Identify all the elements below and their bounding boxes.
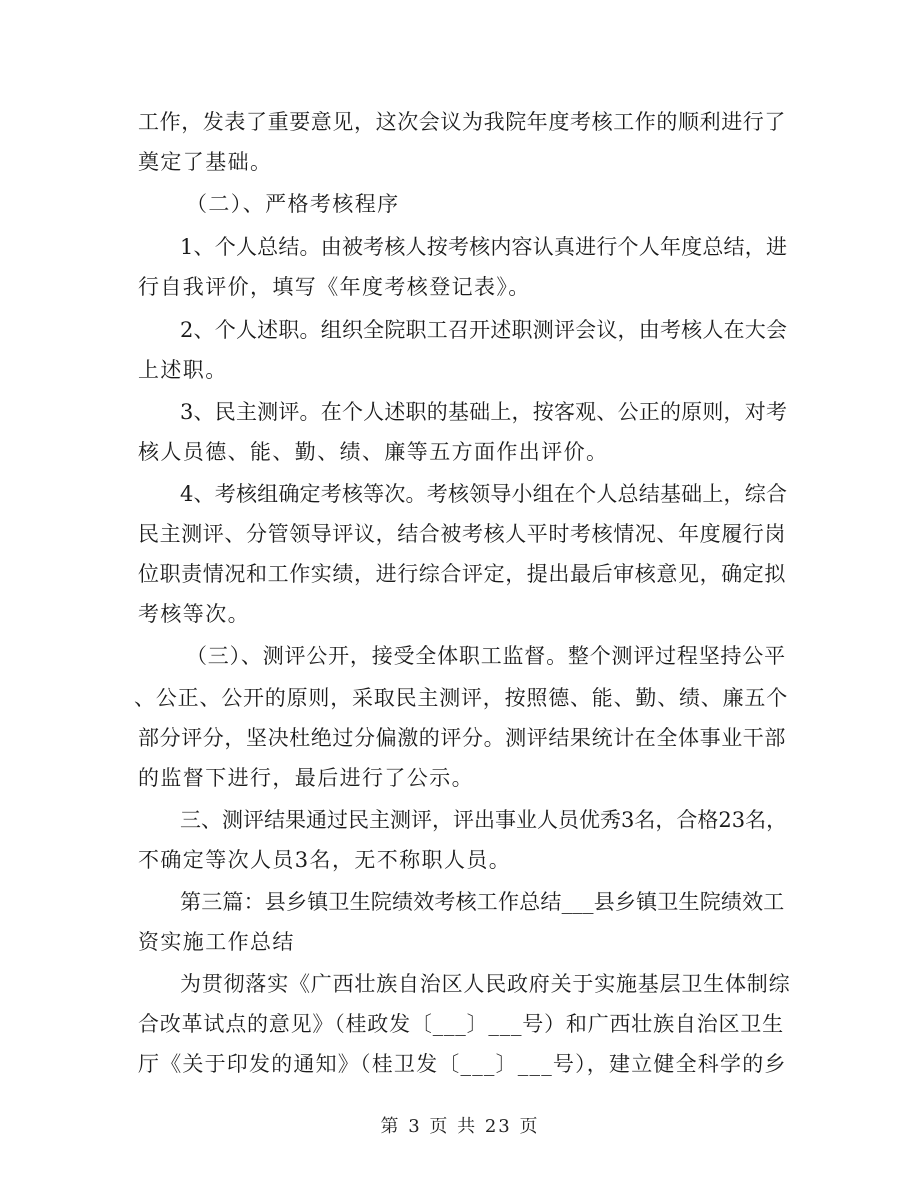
text-line: 4、考核组确定考核等次。考核领导小组在个人总结基础上，综合 — [180, 482, 788, 506]
text-line: 、公正、公开的原则，采取民主测评，按照德、能、勤、绩、廉五个 — [134, 686, 788, 710]
text-line: 行自我评价，填写《年度考核登记表》。 — [138, 275, 531, 299]
text-line: 核人员德、能、勤、绩、廉等五方面作出评价。 — [138, 440, 609, 464]
text-line: 2、个人述职。组织全院职工召开述职测评会议，由考核人在大会 — [180, 318, 788, 342]
text-line: 资实施工作总结 — [138, 930, 295, 954]
text-line: 的监督下进行，最后进行了公示。 — [138, 766, 474, 790]
text-line: 3、民主测评。在个人述职的基础上，按客观、公正的原则，对考 — [180, 400, 788, 424]
text-line: 位职责情况和工作实绩，进行综合评定，提出最后审核意见，确定拟 — [138, 562, 786, 586]
page-number-footer: 第 3 页 共 23 页 — [380, 1116, 540, 1137]
text-line: 部分评分，坚决杜绝过分偏激的评分。测评结果统计在全体事业干部 — [138, 726, 786, 750]
text-line: 1、个人总结。由被考核人按考核内容认真进行个人年度总结，进 — [180, 235, 788, 259]
text-line: 第三篇：县乡镇卫生院绩效考核工作总结___县乡镇卫生院绩效工 — [180, 890, 785, 914]
text-line: 三、测评结果通过民主测评，评出事业人员优秀3名，合格23名， — [180, 808, 788, 832]
text-line: 不确定等次人员3名，无不称职人员。 — [138, 848, 512, 872]
text-line: 工作，发表了重要意见，这次会议为我院年度考核工作的顺利进行了 — [138, 110, 786, 134]
text-line: 上述职。 — [138, 358, 228, 382]
text-line: 厅《关于印发的通知》（桂卫发〔___〕___号），建立健全科学的乡 — [138, 1052, 787, 1076]
text-line: 奠定了基础。 — [138, 150, 273, 174]
text-line: 民主测评、分管领导评议，结合被考核人平时考核情况、年度履行岗 — [138, 522, 786, 546]
text-line: 合改革试点的意见》（桂政发〔___〕___号）和广西壮族自治区卫生 — [138, 1012, 784, 1036]
section-heading: （二）、严格考核程序 — [186, 192, 400, 216]
text-line: （三）、测评公开，接受全体职工监督。整个测评过程坚持公平 — [186, 644, 786, 668]
text-line: 考核等次。 — [138, 602, 250, 626]
text-line: 为贯彻落实《广西壮族自治区人民政府关于实施基层卫生体制综 — [180, 972, 791, 996]
